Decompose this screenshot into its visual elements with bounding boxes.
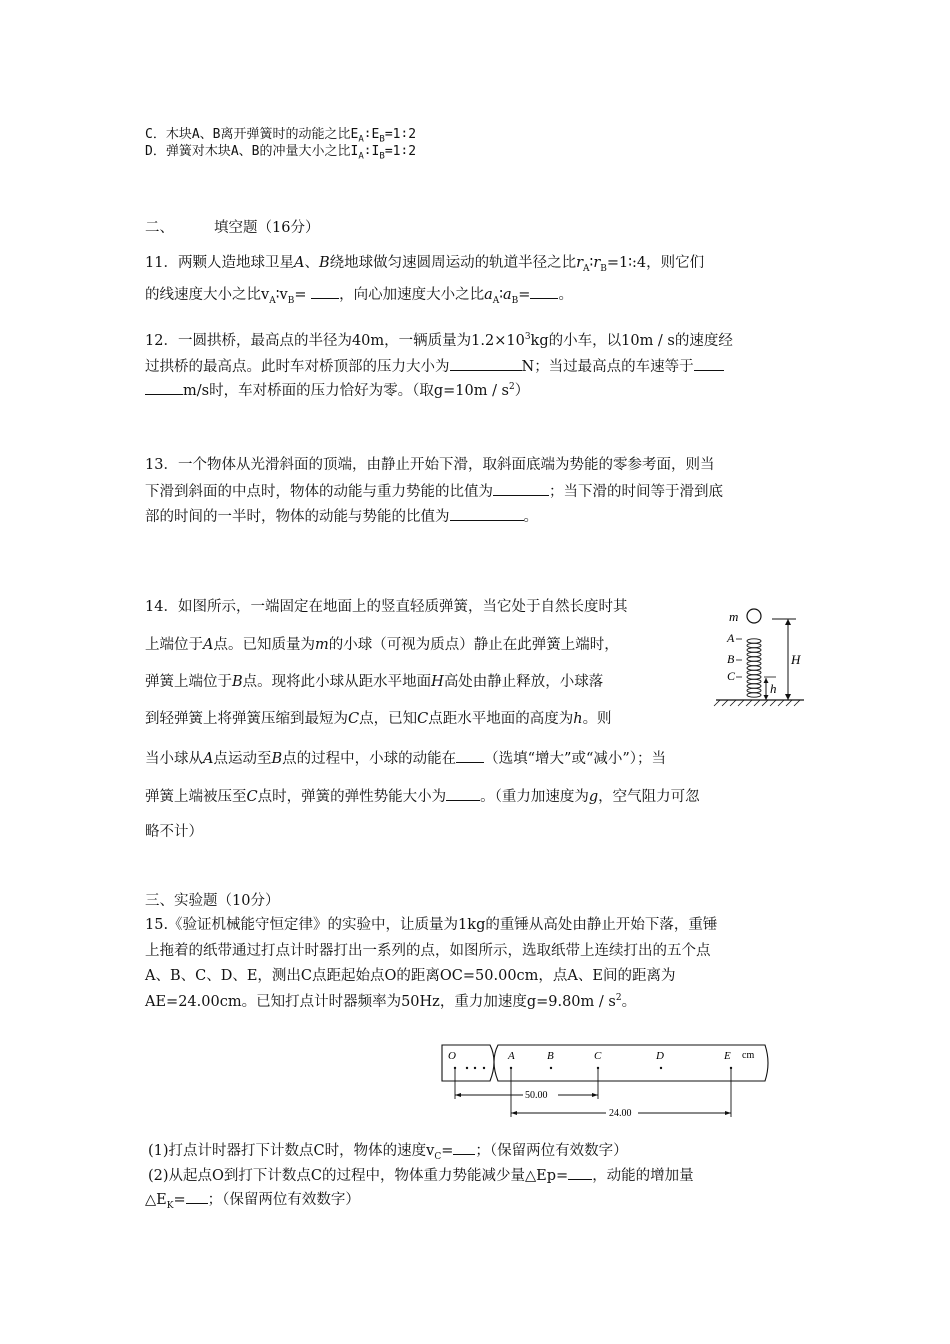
label-H: H	[791, 652, 801, 667]
q14-line-1: 14．如图所示，一端固定在地面上的竖直轻质弹簧，当它处于自然长度时其	[145, 599, 628, 615]
point-c	[597, 1067, 599, 1069]
section-3-heading: 三、实验题（10分）	[145, 893, 280, 909]
spring-diagram	[712, 600, 812, 708]
q14-line-7: 略不计）	[145, 824, 203, 840]
q15-line-3: A、B、C、D、E，测出C点距起始点O的距离OC=50.00cm，点A、E间的距离为	[145, 968, 676, 984]
label-m: m	[729, 609, 739, 624]
ball	[747, 609, 761, 623]
unit-label: cm	[742, 1050, 755, 1061]
point-e-label: E	[724, 1050, 731, 1062]
point-a	[510, 1067, 512, 1069]
q12-blank-1[interactable]	[450, 356, 522, 371]
point-o-label: O	[448, 1050, 456, 1062]
q13-line-1: 13．一个物体从光滑斜面的顶端，由静止开始下滑，取斜面底端为势能的零参考面，则当	[145, 457, 715, 473]
q11-line-1: 11．两颗人造地球卫星A、B绕地球做匀速圆周运动的轨道半径之比$r_A∶r_B=1∶:4$，则它们	[145, 255, 705, 274]
q11-blank-2[interactable]	[530, 284, 558, 299]
ae-distance-label: 24.00	[609, 1108, 632, 1119]
q12-line-2: 过拱桥的最高点。此时车对桥顶部的压力大小为 N；当过最高点的车速等于	[145, 356, 724, 376]
point-e	[730, 1067, 732, 1069]
label-c: C	[727, 669, 736, 683]
q15-line-2: 上拖着的纸带通过打点计时器打出一系列的点，如图所示，选取纸带上连续打出的五个点	[145, 943, 711, 959]
q13-blank-2[interactable]	[450, 506, 524, 521]
ground-hatch	[714, 700, 800, 706]
point-d-label: D	[656, 1050, 664, 1062]
paper-tape-diagram	[438, 1043, 774, 1123]
q12-blank-2a[interactable]	[694, 356, 724, 371]
q13-line-3: 部的时间的一半时，物体的动能与势能的比值为 。	[145, 506, 538, 526]
option-d: D．弹簧对木块A、B的冲量大小之比$I_A∶I_B=1∶2$	[145, 144, 417, 162]
option-c: C．木块A、B离开弹簧时的动能之比$E_A∶E_B=1∶2$	[145, 127, 417, 145]
tape-outline	[442, 1045, 768, 1081]
q15-part-2: (2)从起点O到打下计数点C的过程中，物体重力势能减少量△Ep= ，动能的增加量	[148, 1165, 694, 1185]
q14-line-6: 弹簧上端被压至C点时，弹簧的弹性势能大小为 。（重力加速度为g，空气阻力可忽	[145, 786, 700, 806]
q14-line-3: 弹簧上端位于B点。现将此小球从距水平地面H高处由静止释放，小球落	[145, 674, 604, 690]
oc-distance-label: 50.00	[525, 1090, 548, 1101]
label-b: B	[727, 652, 735, 666]
q12-line-1: 12．一圆拱桥，最高点的半径为40m，一辆质量为$1.2\times 10^3kg$的小车，以10m / s的速度经	[145, 332, 733, 349]
q15-blank-ep[interactable]	[568, 1165, 592, 1180]
q14-line-5: 当小球从A点运动至B点的过程中，小球的动能在 （选填“增大”或“减小”）；当	[145, 748, 666, 768]
q13-blank-1[interactable]	[493, 481, 549, 496]
point-a-label: A	[508, 1050, 515, 1062]
label-h: h	[770, 681, 777, 696]
q14-blank-2[interactable]	[446, 786, 480, 801]
q15-blank-ek[interactable]	[186, 1189, 208, 1204]
q14-blank-1[interactable]	[456, 748, 484, 763]
q15-line-4: AE=24.00cm。已知打点计时器频率为50Hz，重力加速度$g=9.80m / s^2$。	[145, 993, 637, 1010]
q15-part-1: (1)打点计时器打下计数点C时，物体的速度$v_C=$ ；（保留两位有效数字）	[148, 1140, 628, 1160]
point-c-label: C	[594, 1050, 602, 1062]
q12-blank-2b[interactable]	[145, 380, 183, 395]
q14-line-4: 到轻弹簧上将弹簧压缩到最短为C点，已知C点距水平地面的高度为h。则	[145, 711, 612, 727]
q15-blank-vc[interactable]	[453, 1140, 475, 1155]
q14-line-2: 上端位于A点。已知质量为m的小球（可视为质点）静止在此弹簧上端时，	[145, 637, 619, 653]
label-a: A	[727, 631, 735, 645]
q11-blank-1[interactable]	[311, 284, 339, 299]
q13-line-2: 下滑到斜面的中点时，物体的动能与重力势能的比值为 ；当下滑的时间等于滑到底	[145, 481, 723, 501]
q15-line-1: 15.《验证机械能守恒定律》的实验中，让质量为1kg的重锤从高处由静止开始下落，重锤	[145, 917, 718, 933]
spring-coils	[747, 639, 761, 697]
section-2-heading: 二、 填空题（16分）	[145, 220, 320, 236]
point-o	[454, 1067, 456, 1069]
q11-line-2: 的线速度大小之比$v_A∶v_B=$ ，向心加速度大小之比$a_A∶a_B=$ 。	[145, 284, 573, 304]
point-b-label: B	[547, 1050, 554, 1062]
point-b	[550, 1067, 552, 1069]
q15-part-3: $\triangle E_K=$ ；（保留两位有效数字）	[145, 1189, 360, 1209]
q12-line-3: m/s时，车对桥面的压力恰好为零。（取$g=10m / s^2$）	[145, 380, 529, 400]
point-d	[660, 1067, 662, 1069]
